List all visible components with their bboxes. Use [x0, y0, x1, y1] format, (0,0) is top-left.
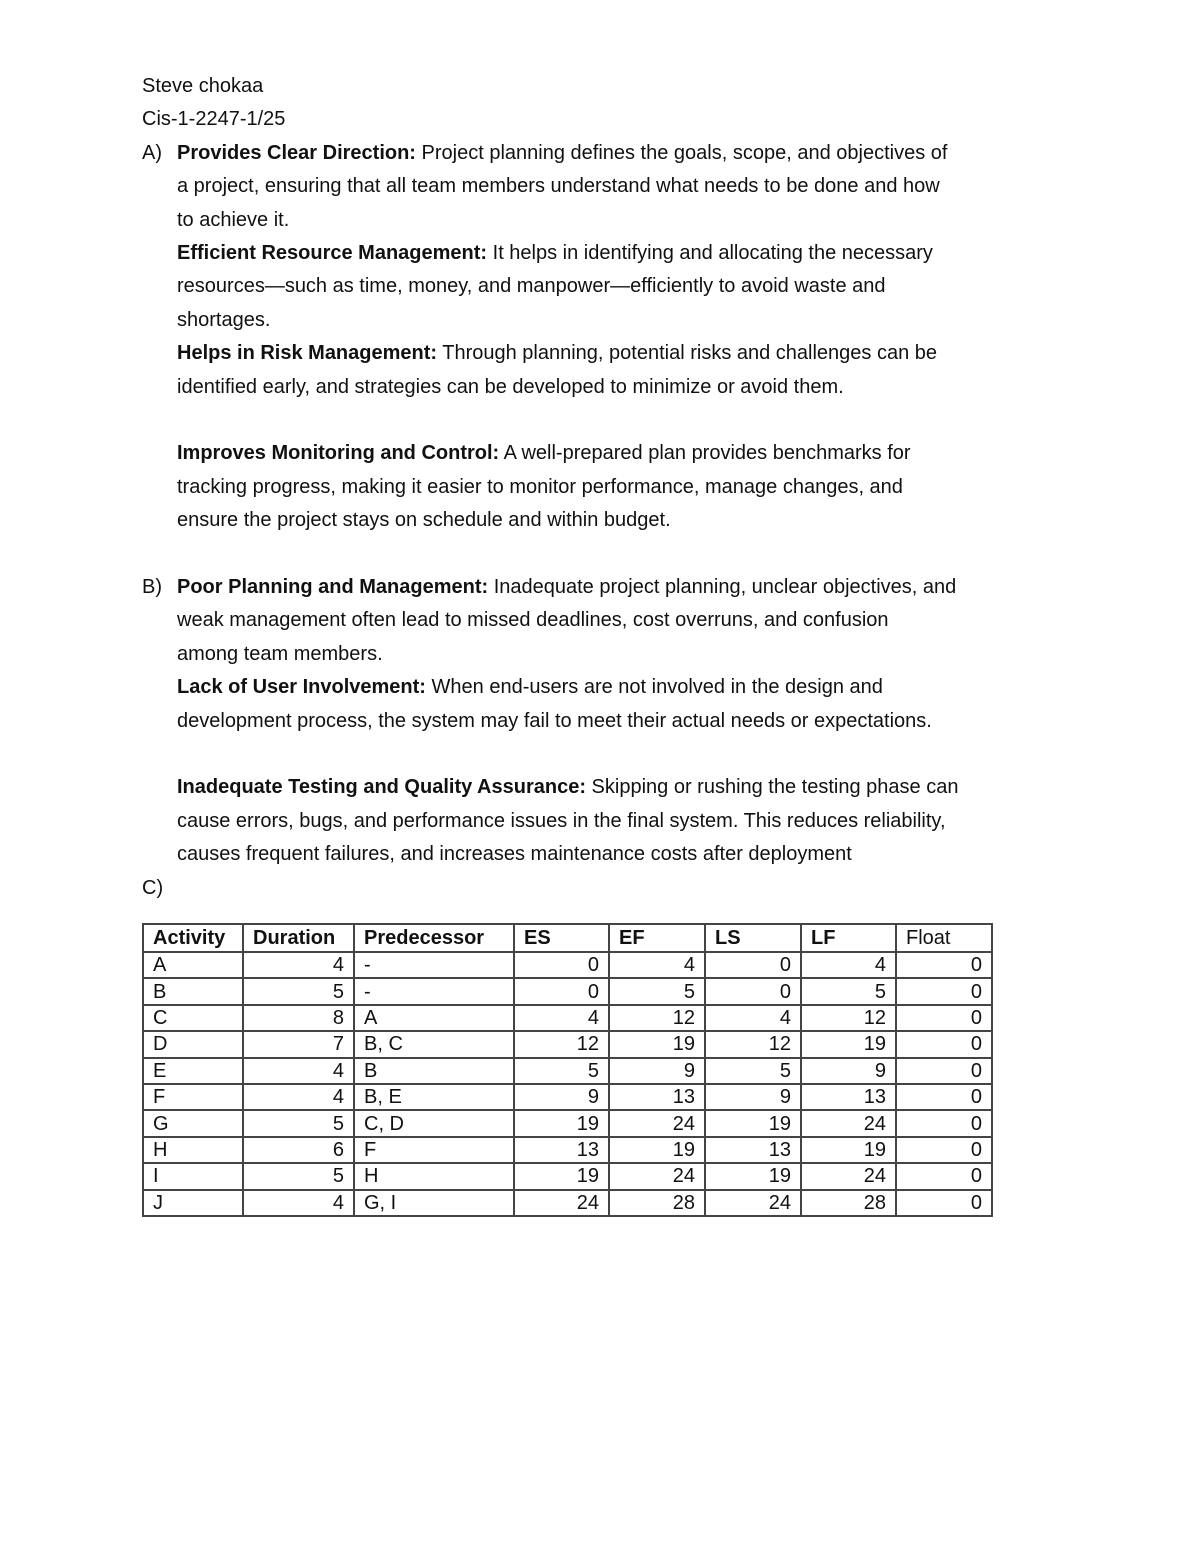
section-a	[142, 137, 1082, 538]
table-row	[143, 1005, 992, 1031]
table-row	[143, 952, 992, 978]
col-header-es: ES	[514, 924, 609, 952]
section-c-label: C)	[142, 876, 164, 899]
cell-es: 12	[514, 1031, 609, 1057]
cell-predecessor: B	[354, 1058, 514, 1084]
cell-duration: 4	[243, 1058, 354, 1084]
author-name: Steve chokaa	[142, 75, 264, 97]
point-testing-quality: Inadequate Testing and Quality Assurance: Skipping or rushing the testing phase can cause errors, bugs, and performance issues in the final system. This reduces reliability, causes frequent failures, and increases maintenance costs after deployment	[177, 776, 959, 866]
cell-es: 4	[514, 1005, 609, 1031]
cell-activity: H	[143, 1137, 243, 1163]
cell-ef: 4	[609, 952, 705, 978]
cell-ls: 5	[705, 1058, 801, 1084]
cell-lf: 5	[801, 978, 896, 1004]
cell-lf: 12	[801, 1005, 896, 1031]
cell-ef: 19	[609, 1031, 705, 1057]
point-title: Provides Clear Direction:	[177, 141, 416, 164]
table-row	[143, 1031, 992, 1057]
cell-es: 0	[514, 978, 609, 1004]
cell-predecessor: B, E	[354, 1084, 514, 1110]
cell-duration: 4	[243, 952, 354, 978]
cell-duration: 5	[243, 1163, 354, 1189]
cell-ef: 28	[609, 1190, 705, 1216]
section-a-label: A)	[142, 141, 162, 164]
point-risk-management: Helps in Risk Management: Through planning, potential risks and challenges can be identified early, and strategies can be developed to minimize or avoid them.	[177, 342, 938, 398]
cell-lf: 24	[801, 1110, 896, 1136]
cell-activity: C	[143, 1005, 243, 1031]
cell-ls: 9	[705, 1084, 801, 1110]
cell-ls: 19	[705, 1163, 801, 1189]
point-title: Lack of User Involvement:	[177, 676, 426, 699]
cell-predecessor: F	[354, 1137, 514, 1163]
cell-activity: J	[143, 1190, 243, 1216]
cell-ls: 0	[705, 978, 801, 1004]
point-title: Efficient Resource Management:	[177, 242, 488, 265]
cell-predecessor: A	[354, 1005, 514, 1031]
table-row	[143, 978, 992, 1004]
cell-duration: 5	[243, 1110, 354, 1136]
cell-ef: 24	[609, 1110, 705, 1136]
cell-ef: 19	[609, 1137, 705, 1163]
cell-ef: 24	[609, 1163, 705, 1189]
cell-lf: 9	[801, 1058, 896, 1084]
point-title: Improves Monitoring and Control:	[177, 442, 500, 465]
cell-predecessor: H	[354, 1163, 514, 1189]
cell-activity: E	[143, 1058, 243, 1084]
cpm-table	[142, 923, 993, 1217]
cell-ls: 19	[705, 1110, 801, 1136]
cell-float: 0	[896, 1084, 992, 1110]
col-header-activity: Activity	[143, 924, 243, 952]
cell-float: 0	[896, 1110, 992, 1136]
section-b-label: B)	[142, 576, 162, 599]
cell-ls: 12	[705, 1031, 801, 1057]
col-header-float: Float	[896, 924, 992, 952]
cell-ls: 24	[705, 1190, 801, 1216]
section-b	[142, 571, 1082, 872]
cell-float: 0	[896, 1163, 992, 1189]
cell-ef: 13	[609, 1084, 705, 1110]
table-row	[143, 1190, 992, 1216]
cell-float: 0	[896, 1005, 992, 1031]
cell-es: 24	[514, 1190, 609, 1216]
cell-es: 19	[514, 1110, 609, 1136]
cell-duration: 4	[243, 1084, 354, 1110]
cell-duration: 6	[243, 1137, 354, 1163]
cell-duration: 7	[243, 1031, 354, 1057]
table-row	[143, 1163, 992, 1189]
course-code: Cis-1-2247-1/25	[142, 108, 286, 131]
table-row	[143, 1137, 992, 1163]
col-header-duration: Duration	[243, 924, 354, 952]
point-resource-management: Efficient Resource Management: It helps in identifying and allocating the necessary resources—such as time, money, and manpower—efficiently to avoid waste and shortages.	[177, 242, 933, 331]
cell-float: 0	[896, 952, 992, 978]
col-header-ef: EF	[609, 924, 705, 952]
point-monitoring-control: Improves Monitoring and Control: A well-prepared plan provides benchmarks for tracking progress, making it easier to monitor performance, manage changes, and ensure the project stays on schedule and within budget.	[177, 442, 911, 532]
cell-ls: 4	[705, 1005, 801, 1031]
cell-ef: 9	[609, 1058, 705, 1084]
point-title: Helps in Risk Management:	[177, 342, 438, 365]
col-header-ls: LS	[705, 924, 801, 952]
cell-lf: 19	[801, 1137, 896, 1163]
cell-activity: A	[143, 952, 243, 978]
cell-es: 9	[514, 1084, 609, 1110]
cell-float: 0	[896, 1190, 992, 1216]
cell-activity: F	[143, 1084, 243, 1110]
cell-lf: 28	[801, 1190, 896, 1216]
cell-activity: I	[143, 1163, 243, 1189]
document-body	[142, 70, 1082, 905]
cell-duration: 5	[243, 978, 354, 1004]
cell-float: 0	[896, 978, 992, 1004]
cell-es: 5	[514, 1058, 609, 1084]
cell-ef: 12	[609, 1005, 705, 1031]
cell-es: 0	[514, 952, 609, 978]
cell-float: 0	[896, 1058, 992, 1084]
cell-activity: G	[143, 1110, 243, 1136]
point-title: Inadequate Testing and Quality Assurance:	[177, 776, 586, 799]
point-user-involvement: Lack of User Involvement: When end-users are not involved in the design and development process, the system may fail to meet their actual needs or expectations.	[177, 676, 932, 732]
cell-lf: 13	[801, 1084, 896, 1110]
cell-float: 0	[896, 1137, 992, 1163]
cell-duration: 8	[243, 1005, 354, 1031]
cell-es: 13	[514, 1137, 609, 1163]
cell-activity: D	[143, 1031, 243, 1057]
cell-predecessor: G, I	[354, 1190, 514, 1216]
cell-lf: 19	[801, 1031, 896, 1057]
cell-predecessor: -	[354, 978, 514, 1004]
col-header-lf: LF	[801, 924, 896, 952]
point-title: Poor Planning and Management:	[177, 576, 489, 599]
table-row	[143, 1084, 992, 1110]
table-row	[143, 1110, 992, 1136]
cell-lf: 24	[801, 1163, 896, 1189]
table-row	[143, 1058, 992, 1084]
cell-duration: 4	[243, 1190, 354, 1216]
cell-float: 0	[896, 1031, 992, 1057]
cell-ls: 13	[705, 1137, 801, 1163]
cell-ef: 5	[609, 978, 705, 1004]
cell-es: 19	[514, 1163, 609, 1189]
col-header-predecessor: Predecessor	[354, 924, 514, 952]
point-poor-planning: Poor Planning and Management: Inadequate project planning, unclear objectives, and weak management often lead to missed deadlines, cost overruns, and confusion among team members.	[177, 576, 957, 665]
cell-predecessor: -	[354, 952, 514, 978]
table-header-row	[143, 924, 992, 952]
cell-lf: 4	[801, 952, 896, 978]
cell-predecessor: C, D	[354, 1110, 514, 1136]
cell-activity: B	[143, 978, 243, 1004]
cell-ls: 0	[705, 952, 801, 978]
cell-predecessor: B, C	[354, 1031, 514, 1057]
point-clear-direction: Provides Clear Direction: Project planning defines the goals, scope, and objectives of a project, ensuring that all team members understand what needs to be done and how to achieve it.	[177, 141, 948, 231]
